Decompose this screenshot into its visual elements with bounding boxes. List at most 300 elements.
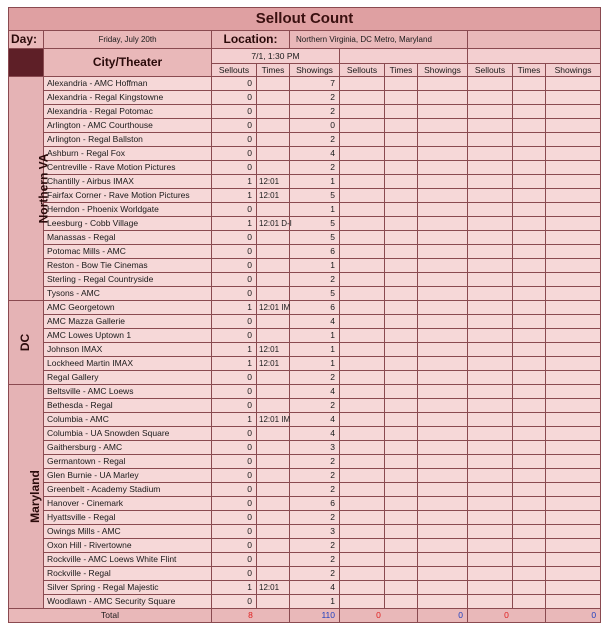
empty-cell[interactable] <box>468 539 513 553</box>
times-cell[interactable] <box>257 497 290 511</box>
empty-cell[interactable] <box>385 259 418 273</box>
empty-cell[interactable] <box>468 343 513 357</box>
empty-cell[interactable] <box>418 77 468 91</box>
theater-name[interactable]: Tysons - AMC <box>44 287 212 301</box>
empty-cell[interactable] <box>340 371 385 385</box>
times-cell[interactable] <box>257 329 290 343</box>
showings-cell[interactable]: 2 <box>290 161 340 175</box>
empty-cell[interactable] <box>468 217 513 231</box>
empty-cell[interactable] <box>340 385 385 399</box>
empty-cell[interactable] <box>418 301 468 315</box>
times-cell[interactable] <box>257 161 290 175</box>
empty-cell[interactable] <box>468 385 513 399</box>
theater-name[interactable]: Greenbelt - Academy Stadium <box>44 483 212 497</box>
empty-cell[interactable] <box>513 119 546 133</box>
theater-name[interactable]: Woodlawn - AMC Security Square <box>44 595 212 609</box>
empty-cell[interactable] <box>513 595 546 609</box>
empty-cell[interactable] <box>340 189 385 203</box>
theater-name[interactable]: Arlington - AMC Courthouse <box>44 119 212 133</box>
empty-cell[interactable] <box>513 413 546 427</box>
times-cell[interactable] <box>257 483 290 497</box>
empty-cell[interactable] <box>513 105 546 119</box>
sellouts-cell[interactable]: 0 <box>212 511 257 525</box>
empty-cell[interactable] <box>513 483 546 497</box>
times-cell[interactable] <box>257 245 290 259</box>
empty-cell[interactable] <box>513 343 546 357</box>
empty-cell[interactable] <box>513 427 546 441</box>
theater-name[interactable]: Fairfax Corner - Rave Motion Pictures <box>44 189 212 203</box>
sellouts-cell[interactable]: 0 <box>212 525 257 539</box>
sellouts-cell[interactable]: 1 <box>212 189 257 203</box>
times-cell[interactable] <box>257 259 290 273</box>
empty-cell[interactable] <box>385 91 418 105</box>
empty-cell[interactable] <box>418 217 468 231</box>
empty-cell[interactable] <box>340 315 385 329</box>
sellouts-cell[interactable]: 0 <box>212 385 257 399</box>
empty-cell[interactable] <box>340 595 385 609</box>
showings-cell[interactable]: 5 <box>290 189 340 203</box>
empty-cell[interactable] <box>546 217 601 231</box>
empty-cell[interactable] <box>418 273 468 287</box>
total-showings[interactable]: 110 <box>290 609 340 623</box>
sellouts-cell[interactable]: 0 <box>212 329 257 343</box>
times-cell[interactable] <box>257 105 290 119</box>
empty-cell[interactable] <box>385 315 418 329</box>
empty-cell[interactable] <box>468 231 513 245</box>
empty-cell[interactable] <box>385 175 418 189</box>
showings-cell[interactable]: 4 <box>290 413 340 427</box>
showings-cell[interactable]: 5 <box>290 287 340 301</box>
empty-cell[interactable] <box>546 133 601 147</box>
empty-cell[interactable] <box>385 483 418 497</box>
empty-cell[interactable] <box>340 231 385 245</box>
times-cell[interactable] <box>257 525 290 539</box>
empty-cell[interactable] <box>340 469 385 483</box>
sellouts-cell[interactable]: 0 <box>212 161 257 175</box>
showings-cell[interactable]: 2 <box>290 567 340 581</box>
sellouts-cell[interactable]: 1 <box>212 217 257 231</box>
showings-cell[interactable]: 1 <box>290 343 340 357</box>
empty-cell[interactable] <box>546 483 601 497</box>
empty-cell[interactable] <box>385 497 418 511</box>
sellouts-cell[interactable]: 0 <box>212 273 257 287</box>
showings-cell[interactable]: 7 <box>290 77 340 91</box>
sellouts-cell[interactable]: 0 <box>212 595 257 609</box>
empty-cell[interactable] <box>340 147 385 161</box>
times-cell[interactable] <box>257 427 290 441</box>
showings-cell[interactable]: 1 <box>290 175 340 189</box>
theater-name[interactable]: Hyattsville - Regal <box>44 511 212 525</box>
times-cell[interactable] <box>257 511 290 525</box>
empty-cell[interactable] <box>513 399 546 413</box>
empty-cell[interactable] <box>546 91 601 105</box>
total-label[interactable]: Total <box>9 609 212 623</box>
showings-cell[interactable]: 1 <box>290 259 340 273</box>
showings-cell[interactable]: 6 <box>290 301 340 315</box>
sellouts-cell[interactable]: 0 <box>212 469 257 483</box>
empty-cell[interactable] <box>418 511 468 525</box>
empty-cell[interactable] <box>385 119 418 133</box>
empty-cell[interactable] <box>418 455 468 469</box>
empty-cell[interactable] <box>546 147 601 161</box>
empty-cell[interactable] <box>546 385 601 399</box>
empty-cell[interactable] <box>418 203 468 217</box>
empty-cell[interactable] <box>513 217 546 231</box>
sellouts-cell[interactable]: 0 <box>212 567 257 581</box>
empty-cell[interactable] <box>546 301 601 315</box>
showings-cell[interactable]: 4 <box>290 315 340 329</box>
times-cell[interactable] <box>257 133 290 147</box>
empty-cell[interactable] <box>340 343 385 357</box>
showings-cell[interactable]: 6 <box>290 497 340 511</box>
empty-cell[interactable] <box>418 105 468 119</box>
showings-cell[interactable]: 2 <box>290 539 340 553</box>
empty-cell[interactable] <box>385 343 418 357</box>
empty-cell[interactable] <box>546 413 601 427</box>
times-cell[interactable] <box>257 553 290 567</box>
empty-cell[interactable] <box>513 273 546 287</box>
empty-cell[interactable] <box>385 371 418 385</box>
showings-cell[interactable]: 2 <box>290 553 340 567</box>
showings-cell[interactable]: 2 <box>290 91 340 105</box>
theater-name[interactable]: Potomac Mills - AMC <box>44 245 212 259</box>
empty-cell[interactable] <box>418 231 468 245</box>
sellouts-cell[interactable]: 0 <box>212 245 257 259</box>
sellouts-cell[interactable]: 0 <box>212 371 257 385</box>
empty-cell[interactable] <box>340 483 385 497</box>
empty-cell[interactable] <box>385 469 418 483</box>
showings-cell[interactable]: 4 <box>290 427 340 441</box>
empty-cell[interactable] <box>546 105 601 119</box>
empty-cell[interactable] <box>513 161 546 175</box>
empty-cell[interactable] <box>340 105 385 119</box>
empty-cell[interactable] <box>468 483 513 497</box>
sellouts-cell[interactable]: 0 <box>212 231 257 245</box>
sellouts-cell[interactable]: 0 <box>212 105 257 119</box>
empty-cell[interactable] <box>385 133 418 147</box>
empty-cell[interactable] <box>418 189 468 203</box>
times-cell[interactable] <box>257 441 290 455</box>
times-cell[interactable]: 12:01 IM <box>257 413 290 427</box>
empty-cell[interactable] <box>468 329 513 343</box>
empty-cell[interactable] <box>546 287 601 301</box>
empty-cell[interactable] <box>385 385 418 399</box>
times-cell[interactable] <box>257 455 290 469</box>
empty-cell[interactable] <box>340 455 385 469</box>
empty-cell[interactable] <box>418 175 468 189</box>
times-cell[interactable] <box>257 399 290 413</box>
times-cell[interactable]: 12:01 <box>257 581 290 595</box>
empty-cell[interactable] <box>513 245 546 259</box>
empty-cell[interactable] <box>418 287 468 301</box>
times-cell[interactable] <box>257 77 290 91</box>
showings-cell[interactable]: 2 <box>290 105 340 119</box>
times-cell[interactable] <box>257 203 290 217</box>
empty-cell[interactable] <box>385 105 418 119</box>
theater-name[interactable]: Centreville - Rave Motion Pictures <box>44 161 212 175</box>
showings-cell[interactable]: 6 <box>290 245 340 259</box>
empty-cell[interactable] <box>546 77 601 91</box>
total-sellouts[interactable]: 8 <box>212 609 290 623</box>
empty-cell[interactable] <box>385 301 418 315</box>
times-cell[interactable] <box>257 371 290 385</box>
theater-name[interactable]: Rockville - Regal <box>44 567 212 581</box>
theater-name[interactable]: Regal Gallery <box>44 371 212 385</box>
empty-cell[interactable] <box>418 245 468 259</box>
empty-cell[interactable] <box>385 399 418 413</box>
times-cell[interactable]: 12:01 <box>257 189 290 203</box>
empty-cell[interactable] <box>385 147 418 161</box>
empty-cell[interactable] <box>418 399 468 413</box>
empty-cell[interactable] <box>468 357 513 371</box>
empty-cell[interactable] <box>340 175 385 189</box>
showings-cell[interactable]: 5 <box>290 217 340 231</box>
theater-name[interactable]: Chantilly - Airbus IMAX <box>44 175 212 189</box>
times-cell[interactable]: 12:01 <box>257 343 290 357</box>
total-sellouts-3[interactable]: 0 <box>468 609 546 623</box>
showings-cell[interactable]: 2 <box>290 455 340 469</box>
sellouts-cell[interactable]: 0 <box>212 77 257 91</box>
empty-cell[interactable] <box>513 497 546 511</box>
total-showings-2[interactable]: 0 <box>418 609 468 623</box>
empty-cell[interactable] <box>468 301 513 315</box>
empty-cell[interactable] <box>513 91 546 105</box>
theater-name[interactable]: Alexandria - AMC Hoffman <box>44 77 212 91</box>
theater-name[interactable]: Johnson IMAX <box>44 343 212 357</box>
empty-cell[interactable] <box>385 287 418 301</box>
empty-cell[interactable] <box>385 245 418 259</box>
theater-name[interactable]: AMC Lowes Uptown 1 <box>44 329 212 343</box>
empty-cell[interactable] <box>513 357 546 371</box>
empty-cell[interactable] <box>546 175 601 189</box>
empty-cell[interactable] <box>468 371 513 385</box>
empty-cell[interactable] <box>468 91 513 105</box>
times-cell[interactable] <box>257 231 290 245</box>
empty-cell[interactable] <box>468 105 513 119</box>
showings-cell[interactable]: 2 <box>290 469 340 483</box>
theater-name[interactable]: Owings Mills - AMC <box>44 525 212 539</box>
empty-cell[interactable] <box>546 511 601 525</box>
empty-cell[interactable] <box>340 133 385 147</box>
location-value[interactable]: Northern Virginia, DC Metro, Maryland <box>290 31 468 49</box>
empty-cell[interactable] <box>340 567 385 581</box>
theater-name[interactable]: AMC Georgetown <box>44 301 212 315</box>
empty-cell[interactable] <box>418 371 468 385</box>
empty-cell[interactable] <box>340 301 385 315</box>
empty-cell[interactable] <box>546 161 601 175</box>
empty-cell[interactable] <box>468 77 513 91</box>
empty-cell[interactable] <box>385 553 418 567</box>
showings-cell[interactable]: 3 <box>290 441 340 455</box>
empty-cell[interactable] <box>513 567 546 581</box>
sellouts-cell[interactable]: 0 <box>212 553 257 567</box>
empty-cell[interactable] <box>340 413 385 427</box>
empty-cell[interactable] <box>546 245 601 259</box>
times-cell[interactable]: 12:01 <box>257 175 290 189</box>
empty-cell[interactable] <box>546 203 601 217</box>
showings-cell[interactable]: 2 <box>290 483 340 497</box>
empty-cell[interactable] <box>546 497 601 511</box>
empty-cell[interactable] <box>468 259 513 273</box>
empty-cell[interactable] <box>513 385 546 399</box>
theater-name[interactable]: Herndon - Phoenix Worldgate <box>44 203 212 217</box>
times-cell[interactable] <box>257 469 290 483</box>
empty-cell[interactable] <box>468 273 513 287</box>
theater-name[interactable]: Manassas - Regal <box>44 231 212 245</box>
empty-cell[interactable] <box>468 399 513 413</box>
empty-cell[interactable] <box>385 203 418 217</box>
empty-cell[interactable] <box>385 511 418 525</box>
empty-cell[interactable] <box>513 315 546 329</box>
empty-cell[interactable] <box>468 161 513 175</box>
sellouts-cell[interactable]: 0 <box>212 119 257 133</box>
sellouts-cell[interactable]: 0 <box>212 133 257 147</box>
showings-cell[interactable]: 2 <box>290 371 340 385</box>
showings-cell[interactable]: 1 <box>290 329 340 343</box>
showings-cell[interactable]: 3 <box>290 525 340 539</box>
empty-cell[interactable] <box>468 455 513 469</box>
theater-name[interactable]: Bethesda - Regal <box>44 399 212 413</box>
sellouts-cell[interactable]: 0 <box>212 399 257 413</box>
empty-cell[interactable] <box>468 189 513 203</box>
empty-cell[interactable] <box>340 581 385 595</box>
empty-cell[interactable] <box>468 511 513 525</box>
empty-cell[interactable] <box>546 525 601 539</box>
sellouts-cell[interactable]: 0 <box>212 315 257 329</box>
sellouts-cell[interactable]: 0 <box>212 483 257 497</box>
empty-cell[interactable] <box>546 441 601 455</box>
sellouts-cell[interactable]: 0 <box>212 441 257 455</box>
times-cell[interactable] <box>257 273 290 287</box>
empty-cell[interactable] <box>340 119 385 133</box>
empty-cell[interactable] <box>385 413 418 427</box>
empty-cell[interactable] <box>385 567 418 581</box>
empty-cell[interactable] <box>385 595 418 609</box>
theater-name[interactable]: Gaithersburg - AMC <box>44 441 212 455</box>
empty-cell[interactable] <box>468 581 513 595</box>
empty-cell[interactable] <box>340 329 385 343</box>
empty-cell[interactable] <box>513 371 546 385</box>
empty-cell[interactable] <box>468 525 513 539</box>
empty-cell[interactable] <box>385 231 418 245</box>
empty-cell[interactable] <box>513 329 546 343</box>
empty-cell[interactable] <box>546 455 601 469</box>
showings-cell[interactable]: 1 <box>290 357 340 371</box>
empty-cell[interactable] <box>385 441 418 455</box>
empty-cell[interactable] <box>385 273 418 287</box>
total-sellouts-2[interactable]: 0 <box>340 609 418 623</box>
empty-cell[interactable] <box>513 133 546 147</box>
sellouts-cell[interactable]: 0 <box>212 539 257 553</box>
showings-cell[interactable]: 4 <box>290 581 340 595</box>
sellouts-cell[interactable]: 0 <box>212 147 257 161</box>
empty-cell[interactable] <box>340 217 385 231</box>
empty-cell[interactable] <box>340 441 385 455</box>
empty-cell[interactable] <box>385 455 418 469</box>
empty-cell[interactable] <box>340 511 385 525</box>
empty-cell[interactable] <box>418 161 468 175</box>
empty-cell[interactable] <box>546 231 601 245</box>
showings-cell[interactable]: 2 <box>290 273 340 287</box>
times-cell[interactable] <box>257 595 290 609</box>
showings-cell[interactable]: 2 <box>290 133 340 147</box>
empty-cell[interactable] <box>513 175 546 189</box>
empty-cell[interactable] <box>513 525 546 539</box>
theater-name[interactable]: Reston - Bow Tie Cinemas <box>44 259 212 273</box>
empty-cell[interactable] <box>418 343 468 357</box>
empty-cell[interactable] <box>513 539 546 553</box>
empty-cell[interactable] <box>546 343 601 357</box>
empty-cell[interactable] <box>546 273 601 287</box>
empty-cell[interactable] <box>340 203 385 217</box>
times-cell[interactable] <box>257 385 290 399</box>
empty-cell[interactable] <box>418 91 468 105</box>
empty-cell[interactable] <box>513 581 546 595</box>
empty-cell[interactable] <box>418 259 468 273</box>
empty-cell[interactable] <box>340 497 385 511</box>
empty-cell[interactable] <box>468 315 513 329</box>
total-showings-3[interactable]: 0 <box>546 609 601 623</box>
times-cell[interactable] <box>257 147 290 161</box>
empty-cell[interactable] <box>546 399 601 413</box>
empty-cell[interactable] <box>418 315 468 329</box>
sellouts-cell[interactable]: 1 <box>212 175 257 189</box>
showings-cell[interactable]: 1 <box>290 595 340 609</box>
empty-cell[interactable] <box>468 245 513 259</box>
location-empty-cell[interactable] <box>468 31 601 49</box>
empty-cell[interactable] <box>340 161 385 175</box>
empty-cell[interactable] <box>468 469 513 483</box>
sellouts-cell[interactable]: 0 <box>212 455 257 469</box>
showings-cell[interactable]: 4 <box>290 385 340 399</box>
theater-name[interactable]: Silver Spring - Regal Majestic <box>44 581 212 595</box>
empty-cell[interactable] <box>385 525 418 539</box>
empty-cell[interactable] <box>513 469 546 483</box>
empty-cell[interactable] <box>468 287 513 301</box>
empty-cell[interactable] <box>418 497 468 511</box>
sellouts-cell[interactable]: 1 <box>212 413 257 427</box>
empty-cell[interactable] <box>418 133 468 147</box>
empty-cell[interactable] <box>513 287 546 301</box>
empty-cell[interactable] <box>468 147 513 161</box>
empty-cell[interactable] <box>418 539 468 553</box>
empty-cell[interactable] <box>468 427 513 441</box>
theater-name[interactable]: Alexandria - Regal Potomac <box>44 105 212 119</box>
times-cell[interactable] <box>257 119 290 133</box>
times-cell[interactable] <box>257 91 290 105</box>
empty-cell[interactable] <box>546 315 601 329</box>
theater-name[interactable]: Columbia - UA Snowden Square <box>44 427 212 441</box>
empty-cell[interactable] <box>418 119 468 133</box>
empty-cell[interactable] <box>418 567 468 581</box>
empty-cell[interactable] <box>340 287 385 301</box>
empty-cell[interactable] <box>385 357 418 371</box>
sellouts-cell[interactable]: 0 <box>212 287 257 301</box>
empty-cell[interactable] <box>385 189 418 203</box>
empty-cell[interactable] <box>513 455 546 469</box>
empty-cell[interactable] <box>513 77 546 91</box>
empty-cell[interactable] <box>513 301 546 315</box>
empty-cell[interactable] <box>513 553 546 567</box>
showings-cell[interactable]: 5 <box>290 231 340 245</box>
empty-cell[interactable] <box>418 553 468 567</box>
empty-cell[interactable] <box>418 483 468 497</box>
times-cell[interactable] <box>257 539 290 553</box>
empty-cell[interactable] <box>340 357 385 371</box>
empty-cell[interactable] <box>468 175 513 189</box>
theater-name[interactable]: Leesburg - Cobb Village <box>44 217 212 231</box>
empty-cell[interactable] <box>385 161 418 175</box>
